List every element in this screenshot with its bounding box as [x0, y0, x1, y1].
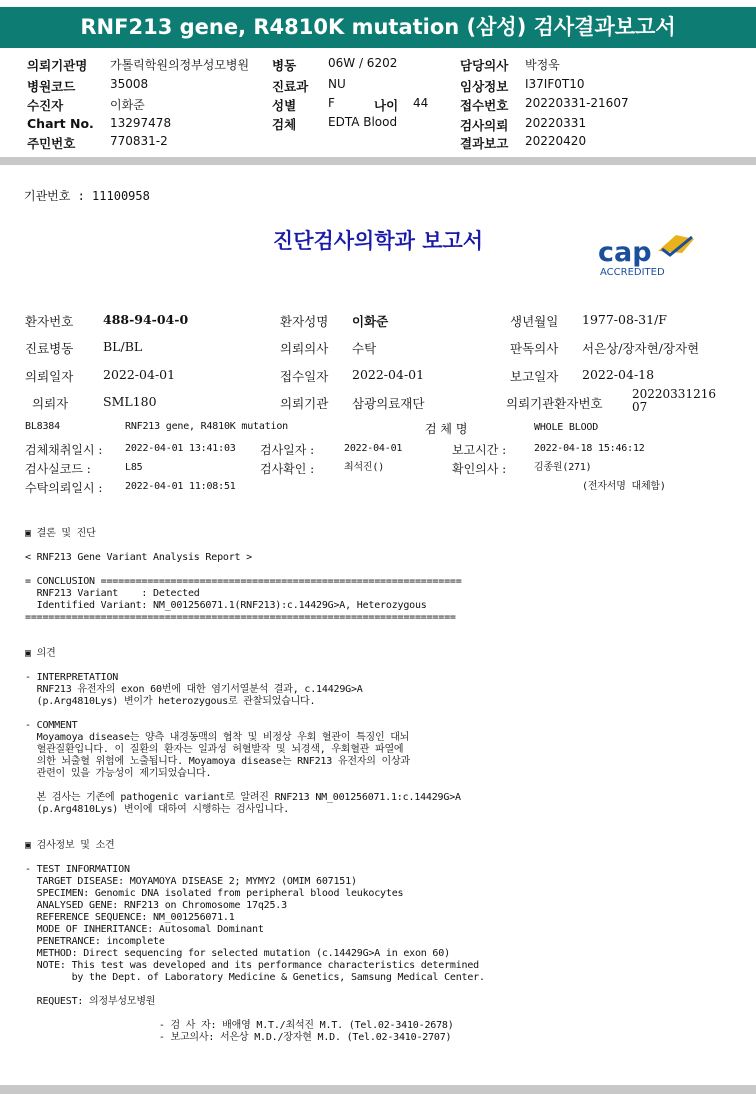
- report-date-label: 결과보고: [460, 136, 509, 151]
- reading-doctor-label: 판독의사: [510, 341, 559, 356]
- request-date-label-doc: 의뢰일자: [25, 369, 74, 384]
- resident-no-label: 주민번호: [27, 136, 76, 151]
- request-date-value-doc: 2022-04-01: [103, 367, 176, 382]
- clinical-info-label: 임상정보: [460, 79, 509, 94]
- footer-divider: [0, 1085, 756, 1094]
- chart-no-label: Chart No.: [27, 116, 94, 131]
- birthdate-value: 1977-08-31/F: [582, 312, 667, 327]
- lab-code-value: L85: [125, 462, 143, 473]
- consign-time-label: 수탁의뢰일시 :: [25, 481, 103, 495]
- request-date-value: 20220331: [525, 116, 587, 130]
- exam-date-label: 검사일자 :: [260, 443, 315, 457]
- hospital-label: 의뢰기관명: [27, 58, 88, 73]
- patient-name-value: 이화준: [352, 314, 389, 329]
- hospital-code-value: 35008: [110, 77, 149, 91]
- clinical-info-value: I37IF0T10: [525, 77, 585, 91]
- patient-label: 수진자: [27, 98, 64, 113]
- patient-no-value: 488-94-04-0: [103, 312, 189, 327]
- ward-value: 06W / 6202: [328, 56, 398, 70]
- patient-no-label: 환자번호: [25, 314, 74, 329]
- report-date-label-doc: 보고일자: [510, 369, 559, 384]
- cap-logo-subtext: ACCREDITED: [600, 267, 665, 278]
- collect-time-value: 2022-04-01 13:41:03: [125, 443, 236, 454]
- specimen-name-label: 검 체 명: [425, 422, 468, 436]
- requester-label: 의뢰자: [32, 396, 69, 411]
- header-divider: [0, 157, 756, 165]
- receipt-date-label: 접수일자: [280, 369, 329, 384]
- request-date-label: 검사의뢰: [460, 118, 509, 133]
- exam-confirm-label: 검사확인 :: [260, 462, 315, 476]
- requester-value: SML180: [103, 394, 157, 409]
- org-patient-no-value: 2022033121607: [632, 387, 716, 414]
- chart-no-value: 13297478: [110, 116, 172, 130]
- collect-time-label: 검체채취일시 :: [25, 443, 103, 457]
- institution-number: 기관번호 : 11100958: [24, 189, 150, 203]
- sex-label: 성별: [272, 98, 297, 113]
- department-value: NU: [328, 77, 346, 91]
- report-title-banner: RNF213 gene, R4810K mutation (삼성) 검사결과보고서: [0, 7, 756, 48]
- report-date-value-doc: 2022-04-18: [582, 367, 655, 382]
- cap-accredited-logo: [598, 233, 700, 281]
- ward-label-doc: 진료병동: [25, 341, 74, 356]
- hospital-code-label: 병원코드: [27, 79, 76, 94]
- report-time-value: 2022-04-18 15:46:12: [534, 443, 645, 454]
- lab-code-label: 검사실코드 :: [25, 462, 91, 476]
- referring-doctor-value: 수탁: [352, 341, 377, 356]
- report-document: [0, 165, 756, 1085]
- org-patient-no-label: 의뢰기관환자번호: [506, 396, 603, 411]
- requesting-org-value: 삼광의료재단: [352, 396, 425, 411]
- report-time-label: 보고시간 :: [452, 443, 507, 457]
- hospital-value: 가톨릭학원의정부성모병원: [110, 58, 250, 72]
- sex-value: F: [328, 96, 335, 110]
- report-date-value: 20220420: [525, 134, 587, 148]
- referring-doctor-label: 의뢰의사: [280, 341, 329, 356]
- ward-label: 병동: [272, 58, 297, 73]
- receipt-date-value: 2022-04-01: [352, 367, 425, 382]
- exam-confirm-value: 최석진(): [344, 462, 385, 473]
- consign-time-value: 2022-04-01 11:08:51: [125, 481, 236, 492]
- receipt-no-label: 접수번호: [460, 98, 509, 113]
- age-value: 44: [413, 96, 429, 110]
- test-name: RNF213 gene, R4810K mutation: [125, 421, 288, 432]
- specimen-value: EDTA Blood: [328, 115, 398, 129]
- report-title: 진단검사의학과 보고서: [272, 229, 484, 253]
- patient-name-label: 환자성명: [280, 314, 329, 329]
- cap-logo-text: cap: [598, 237, 652, 268]
- birthdate-label: 생년월일: [510, 314, 559, 329]
- report-body-text: ▣ 결론 및 진단 < RNF213 Gene Variant Analysis Report > = CONCLUSION ============================================================== RNF213 Variant : Detected Identified Variant: NM_001256071.1(RNF213):c.14429G>A, Heterozygous ========================================================================== ▣ 의견 - INTERPRETATION RNF213 유전자의 exon 60번에 대한 염기서열분석 결과, c.14429G>A (p.Arg4810Lys) 변이가 heterozygous로 관찰되었습니다. - COMMENT Moyamoya disease는 양측 내경동맥의 협착 및 비정상 우회 혈관이 특징인 대뇌 혈관질환입니다. 이 질환의 환자는 일과성 허혈발작 및 뇌경색, 우회혈관 파열에 의한 뇌출혈 위험에 노출됩니다. Moyamoya disease는 RNF213 유전자의 이상과 관련이 있을 가능성이 제기되었습니다. 본 검사는 기존에 pathogenic variant로 알려진 RNF213 NM_001256071.1:c.14429G>A (p.Arg4810Lys) 변이에 대하여 시행하는 검사입니다. ▣ 검사정보 및 소견 - TEST INFORMATION TARGET DISEASE: MOYAMOYA DISEASE 2; MYMY2 (OMIM 607151) SPECIMEN: Genomic DNA isolated from peripheral blood leukocytes ANALYSED GENE: RNF213 on Chromosome 17q25.3 REFERENCE SEQUENCE: NM_001256071.1 MODE OF INHERITANCE: Autosomal Dominant PENETRANCE: incomplete METHOD: Direct sequencing for selected mutation (c.14429G>A in exon 60) NOTE: This test was developed and its performance characteristics determined by the Dept. of Laboratory Medicine & Genetics, Samsung Medical Center. REQUEST: 의정부성모병원 - 검 사 자: 배애영 M.T./최석진 M.T. (Tel.02-3410-2678) - 보고의사: 서은상 M.D./장자현 M.D. (Tel.02-3410-2707): [25, 528, 485, 1043]
- exam-date-value: 2022-04-01: [344, 443, 403, 454]
- physician-label: 담당의사: [460, 58, 509, 73]
- reading-doctor-value: 서은상/장자현/장자현: [582, 341, 700, 356]
- department-label: 진료과: [272, 79, 309, 94]
- e-signature-note: (전자서명 대체함): [582, 481, 666, 492]
- ward-value-doc: BL/BL: [103, 339, 143, 354]
- physician-value: 박정욱: [525, 58, 560, 72]
- age-label: 나이: [374, 98, 399, 113]
- receipt-no-value: 20220331-21607: [525, 96, 629, 110]
- test-code: BL8384: [25, 421, 60, 432]
- confirm-doctor-label: 확인의사 :: [452, 462, 507, 476]
- patient-value: 이화준: [110, 98, 145, 112]
- confirm-doctor-value: 김종원(271): [534, 462, 592, 473]
- specimen-label: 검체: [272, 117, 297, 132]
- requesting-org-label: 의뢰기관: [280, 396, 329, 411]
- resident-no-value: 770831-2: [110, 134, 168, 148]
- specimen-name-value: WHOLE BLOOD: [534, 422, 599, 433]
